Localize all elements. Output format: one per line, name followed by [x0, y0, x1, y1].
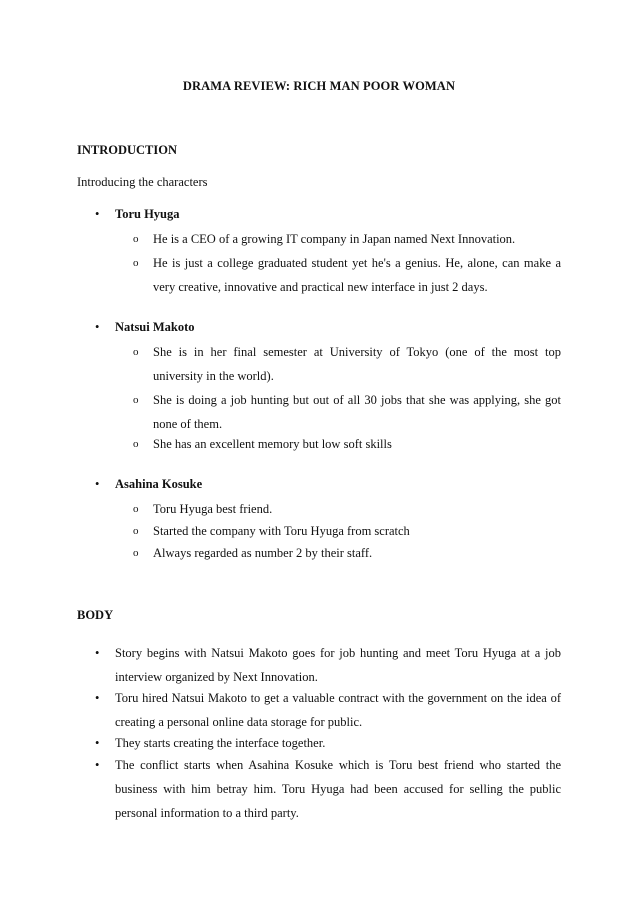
bullet-icon: • — [95, 207, 100, 221]
body-point-text: Toru hired Natsui Makoto to get a valuable contract with the government on the idea of creating a personal online data storage for public. — [115, 691, 561, 729]
document-title: DRAMA REVIEW: RICH MAN POOR WOMAN — [182, 79, 456, 93]
bullet-icon: • — [95, 646, 100, 660]
sub-point — [133, 541, 561, 565]
sub-point — [133, 251, 561, 299]
body-point — [95, 686, 561, 734]
sub-point-text: He is a CEO of a growing IT company in Japan named Next Innovation. — [153, 232, 516, 246]
sub-bullet-icon: o — [133, 525, 139, 537]
body-point — [95, 753, 561, 825]
sub-bullet-icon: o — [133, 547, 139, 559]
character-name: Asahina Kosuke — [115, 477, 203, 491]
sub-bullet-icon: o — [133, 257, 139, 269]
sub-point — [133, 432, 561, 456]
body-point — [95, 731, 561, 755]
sub-point-text: Toru Hyuga best friend. — [153, 502, 273, 516]
character-name: Toru Hyuga — [115, 207, 180, 221]
sub-point-text: He is just a college graduated student yet he's a genius. He, alone, can make a very creative, innovative and practical new interface in just 2 days. — [153, 256, 561, 294]
sub-point — [133, 497, 561, 521]
sub-bullet-icon: o — [133, 394, 139, 406]
introduction-lead: Introducing the characters — [77, 175, 208, 189]
sub-point — [133, 340, 561, 388]
sub-point-text: Started the company with Toru Hyuga from scratch — [153, 524, 410, 538]
sub-point — [133, 388, 561, 436]
sub-point-text: She is doing a job hunting but out of all 30 jobs that she was applying, she got none of them. — [153, 393, 561, 431]
introduction-heading: INTRODUCTION — [77, 143, 178, 157]
bullet-icon: • — [95, 758, 100, 772]
character-name: Natsui Makoto — [115, 320, 195, 334]
sub-bullet-icon: o — [133, 503, 139, 515]
bullet-icon: • — [95, 736, 100, 750]
sub-point — [133, 227, 561, 251]
body-point-text: Story begins with Natsui Makoto goes for job hunting and meet Toru Hyuga at a job interview organized by Next Innovation. — [115, 646, 561, 684]
sub-point — [133, 519, 561, 543]
bullet-icon: • — [95, 691, 100, 705]
sub-point-text: She is in her final semester at University of Tokyo (one of the most top university in the world). — [153, 345, 561, 383]
bullet-icon: • — [95, 320, 100, 334]
body-point-text: They starts creating the interface together. — [115, 736, 326, 750]
sub-bullet-icon: o — [133, 233, 139, 245]
sub-point-text: Always regarded as number 2 by their staff. — [153, 546, 373, 560]
body-point — [95, 641, 561, 689]
sub-point-text: She has an excellent memory but low soft skills — [153, 437, 392, 451]
body-point-text: The conflict starts when Asahina Kosuke which is Toru best friend who started the business with him betray him. Toru Hyuga had been accused for selling the public personal information to a third party. — [115, 758, 561, 820]
body-heading: BODY — [77, 608, 114, 622]
sub-bullet-icon: o — [133, 438, 139, 450]
bullet-icon: • — [95, 477, 100, 491]
sub-bullet-icon: o — [133, 346, 139, 358]
